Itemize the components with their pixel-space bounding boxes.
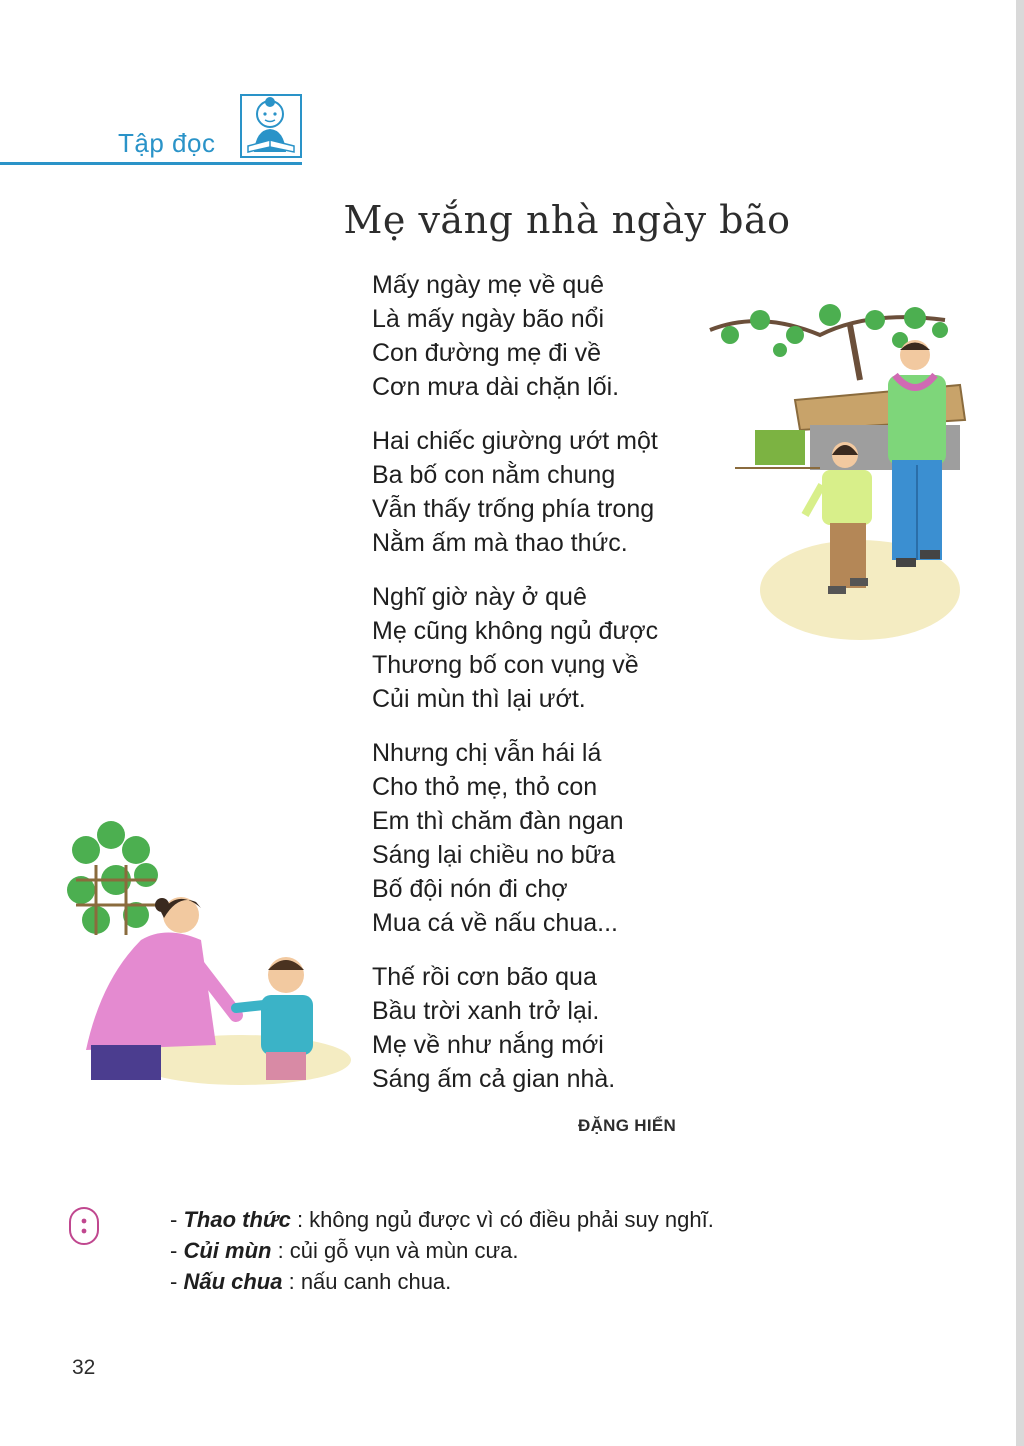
poem-line: Hai chiếc giường ướt một xyxy=(372,427,658,455)
poem-line: Bầu trời xanh trở lại. xyxy=(372,997,600,1025)
glossary-definition: : nấu canh chua. xyxy=(282,1269,452,1294)
stanza xyxy=(372,960,732,1096)
stanza xyxy=(372,268,732,404)
poem-body xyxy=(372,268,732,1116)
poem-line: Mua cá về nấu chua... xyxy=(372,909,618,937)
section-label: Tập đọc xyxy=(118,128,216,158)
glossary-item xyxy=(170,1235,890,1266)
poem-line: Thương bố con vụng về xyxy=(372,651,639,679)
glossary-prefix: - xyxy=(170,1207,184,1232)
glossary-definition: : không ngủ được vì có điều phải suy nghĩ. xyxy=(290,1207,714,1232)
poem-line: Mấy ngày mẹ về quê xyxy=(372,271,605,299)
poem-line: Mẹ về như nắng mới xyxy=(372,1031,604,1059)
poem-author: ĐẶNG HIỂN xyxy=(578,1116,677,1135)
child-reading-icon xyxy=(240,94,302,158)
page-number: 32 xyxy=(72,1356,96,1379)
poem-line: Sáng ấm cả gian nhà. xyxy=(372,1065,616,1093)
glossary-prefix: - xyxy=(170,1238,184,1263)
poem-line: Con đường mẹ đi về xyxy=(372,339,602,367)
poem-line: Ba bố con nằm chung xyxy=(372,461,616,489)
poem-title: Mẹ vắng nhà ngày bão xyxy=(343,198,791,242)
poem-line: Mẹ cũng không ngủ được xyxy=(372,617,659,645)
poem-line: Nghĩ giờ này ở quê xyxy=(372,583,587,611)
mother-child-illustration xyxy=(66,820,351,1085)
poem-line: Cho thỏ mẹ, thỏ con xyxy=(372,773,598,801)
poem-line: Bố đội nón đi chợ xyxy=(372,875,568,903)
glossary-definition: : củi gỗ vụn và mùn cưa. xyxy=(271,1238,519,1263)
glossary-item xyxy=(170,1266,890,1297)
poem-line: Thế rồi cơn bão qua xyxy=(372,963,597,991)
glossary-term: Thao thức xyxy=(183,1207,291,1232)
father-daughter-illustration xyxy=(700,290,970,650)
glossary-item xyxy=(170,1204,890,1235)
header-rule xyxy=(0,162,302,165)
poem-line: Nằm ấm mà thao thức. xyxy=(372,529,628,557)
poem-line: Em thì chăm đàn ngan xyxy=(372,807,624,835)
glossary-prefix: - xyxy=(170,1269,184,1294)
poem-line: Là mấy ngày bão nổi xyxy=(372,305,605,333)
poem-line: Cơn mưa dài chặn lối. xyxy=(372,373,620,401)
stanza xyxy=(372,580,732,716)
glossary-marker-icon xyxy=(68,1206,100,1246)
poem-line: Sáng lại chiều no bữa xyxy=(372,841,616,869)
poem-line: Vẫn thấy trống phía trong xyxy=(372,495,655,523)
stanza xyxy=(372,736,732,940)
poem-line: Nhưng chị vẫn hái lá xyxy=(372,739,602,767)
glossary-term: Củi mùn xyxy=(183,1238,272,1263)
glossary xyxy=(170,1204,890,1297)
stanza xyxy=(372,424,732,560)
glossary-term: Nấu chua xyxy=(183,1269,283,1294)
poem-line: Củi mùn thì lại ướt. xyxy=(372,685,586,713)
